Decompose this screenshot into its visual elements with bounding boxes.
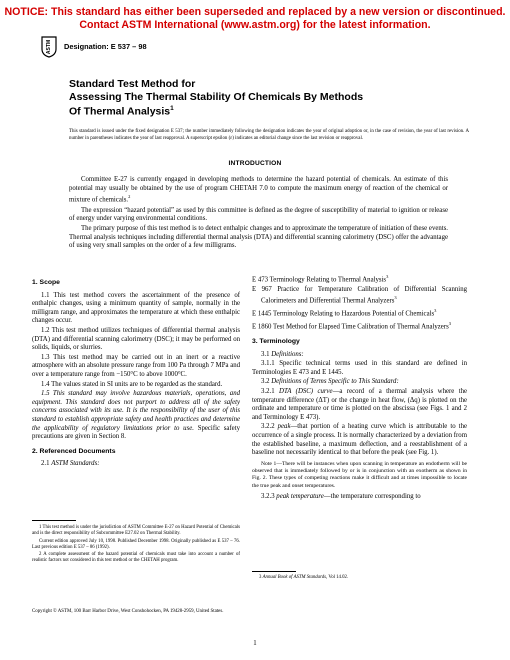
section-3-2-1: 3.2.1 DTA (DSC) curve—a record of a thermal analysis where the temperature difference (ΔT) or the change in heat flow, (Δq) is plotted on the ordinate and temperature or time is plotted on the abscissa (see Figs. 1 and 2 and Terminology E 473). [252, 388, 468, 421]
introduction [69, 176, 448, 253]
section-3-2-3: 3.2.3 peak temperature—the temperature corresponding to [261, 492, 421, 500]
notice-line-2: Contact ASTM International (www.astm.org) for the latest information. [79, 19, 431, 31]
intro-paragraph-3: The primary purpose of this test method is to detect enthalpic changes and to approximate the temperature of initiation of these events. Thermal analysis techniques including differential thermal analysis (DTA) and differential scanning calorimetry (DSC) offer the advantage of using very small samples on the order of a few milligrams. [69, 225, 448, 250]
notice-line-1: NOTICE: This standard has either been superseded and replaced by a new version or discontinued. [4, 6, 506, 18]
footnote-3: 3 Annual Book of ASTM Standards, Vol 14.02. [259, 575, 349, 580]
section-1-4: 1.4 The values stated in SI units are to be regarded as the standard. [41, 380, 223, 388]
section-1-3: 1.3 This test method may be carried out in an inert or a reactive atmosphere with an absolute pressure range from 100 Pa through 7 MPa and over a temperature range from −150°C to above 1000°C. [32, 353, 241, 378]
section-terminology-heading: 3. Terminology [252, 338, 300, 346]
section-scope-heading: 1. Scope [32, 279, 60, 286]
section-1-5: 1.5 This standard may involve hazardous materials, operations, and equipment. This standard does not purport to address all of the safety concerns associated with its use. It is the responsibility of the user of this standard to establish appropriate safety and health practices and determine the applicability of regulatory limitations prior to use. Specific safety precautions are given in Section 8. [32, 390, 240, 441]
section-2-1: 2.1 ASTM Standards: [41, 460, 100, 468]
reference-e967: E 967 Practice for Temperature Calibration of Differential Scanning Calorimeters and Differential Thermal Analyzers$^3$ [252, 285, 467, 305]
footnote-rule-right [252, 571, 296, 572]
issuance-statement: This standard is issued under the fixed designation E 537; the number immediately following the designation indicates the year of original adoption or, in the case of revision, the year of last revision. A number in parentheses indicates the year of last reapproval. A superscript epsilon (ε) indicates an editorial change since the last revision or reapproval. [69, 129, 469, 141]
section-3-2-2: 3.2.2 peak—that portion of a heating curve which is attributable to the occurrence of a single process. It is normally characterized by a deviation from the established baseline, a maximum deflection, and a reestablishment of a baseline not necessarily identical to that before the peak (see Fig. 1). [252, 423, 467, 457]
footnotes-right [252, 575, 467, 582]
reference-e1860: E 1860 Test Method for Elapsed Time Calibration of Thermal Analyzers$^3$ [252, 321, 451, 331]
reference-e473: E 473 Terminology Relating to Thermal Analysis$^3$ [252, 274, 389, 284]
copyright: Copyright © ASTM, 100 Barr Harbor Drive, West Conshohocken, PA 19428-2959, United States. [32, 609, 224, 614]
section-3-2: 3.2 Definitions of Terms Specific to This Standard: [261, 378, 399, 386]
intro-paragraph-2: The expression “hazard potential” as used by this committee is defined as the degree of susceptibility of material to ignition or release of energy under varying environmental conditions. [69, 206, 448, 223]
footnote-1: 1 This test method is under the jurisdiction of ASTM Committee E-27 on Hazard Potential of Chemicals and is the direct responsibility of Subcommittee E27.02 on Thermal Stability. [32, 525, 240, 537]
introduction-heading: INTRODUCTION [228, 160, 282, 167]
intro-paragraph-1: Committee E-27 is currently engaged in developing methods to determine the hazard potential of chemicals. An estimate of this potential may usually be obtained by the use of program CHETAH 7.0 to compute the maximum energy of reaction of the chemical or mixture of chemicals.$^2$ [69, 176, 448, 204]
section-3-1-1: 3.1.1 Specific technical terms used in this standard are defined in Terminologies E 473 and E 1445. [252, 360, 467, 376]
note-1: Note 1—There will be instances when upon scanning in temperature an endotherm will be observed that is immediately followed by or is in conjunction with an exotherm as shown in Fig. 2. These types of competing reactions make it difficult and at times impossible to locate the true peak and onset temperatures. [252, 460, 467, 489]
title-line-1: Standard Test Method for [69, 78, 196, 90]
designation: Designation: E 537 – 98 [64, 42, 147, 51]
page-number: 1 [253, 640, 257, 647]
footnote-2: 2 A complete assessment of the hazard potential of chemicals must take into account a number of realistic factors not considered in this test method or the CHETAH program. [32, 552, 240, 564]
title-line-2: Assessing The Thermal Stability Of Chemicals By Methods [69, 90, 364, 103]
astm-logo-icon [40, 36, 58, 58]
reference-e1445: E 1445 Terminology Relating to Hazardous Potential of Chemicals$^3$ [252, 308, 437, 318]
footnotes-left [32, 525, 240, 566]
title-line-3: Of Thermal Analysis$^1$ [69, 105, 174, 118]
section-1-2: 1.2 This test method utilizes techniques of differential thermal analysis (DTA) and differential scanning calorimetry (DSC); it may be performed on solids, liquids, or slurries. [32, 326, 240, 352]
svg-text:ASTM: ASTM [46, 39, 52, 55]
footnote-1-edition: Current edition approved July 10, 1998. Published December 1998. Originally published as E 537 – 76. Last previous edition E 537 – 86 (1992). [32, 538, 240, 550]
section-1-1: 1.1 This test method covers the ascertainment of the presence of enthalpic changes, using a minimum quantity of sample, normally in the milligram range, and approximates the temperature at which these enthalpic changes occur. [32, 291, 240, 325]
footnote-rule-left [32, 520, 76, 521]
section-3-1: 3.1 Definitions: [261, 350, 304, 358]
left-column [32, 273, 240, 470]
document-title [69, 78, 363, 118]
notice-banner [0, 6, 510, 32]
right-column [252, 273, 467, 503]
section-referenced-documents-heading: 2. Referenced Documents [32, 447, 116, 455]
